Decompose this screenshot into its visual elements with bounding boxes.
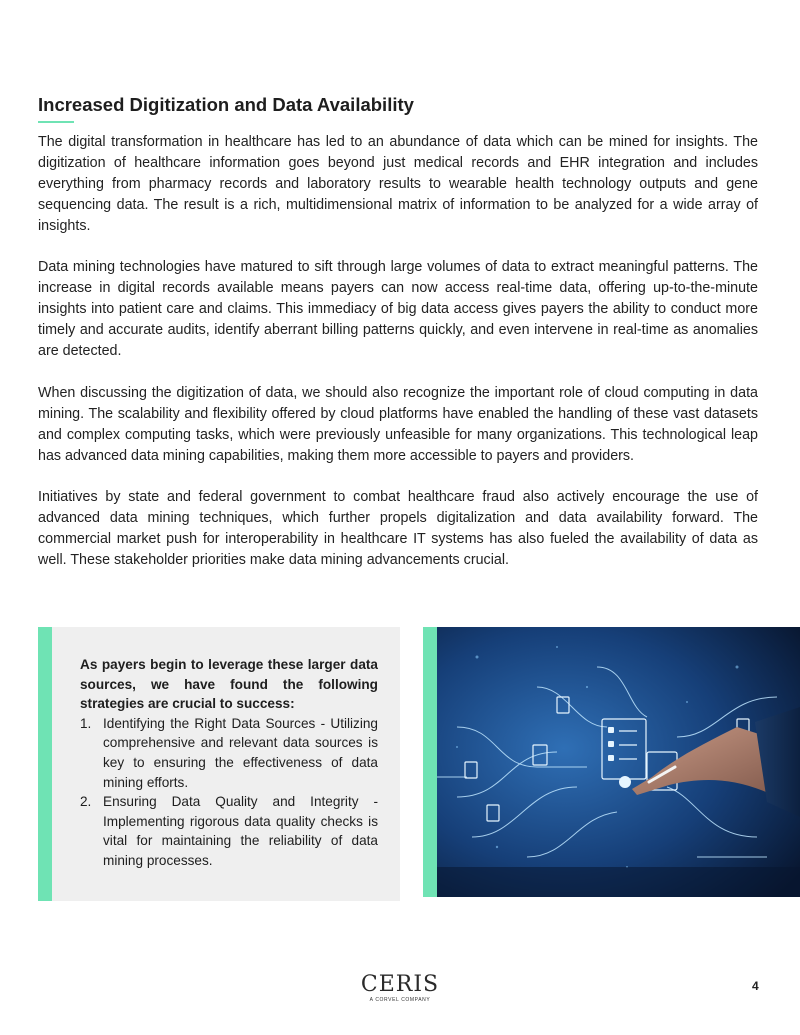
page-number: 4 (752, 979, 759, 993)
company-logo (360, 974, 440, 1003)
callout-accent-bar (38, 627, 52, 901)
logo-tagline: A CORVEL COMPANY (369, 997, 431, 1003)
strategy-number: 1. (80, 715, 92, 731)
callout-content (80, 655, 378, 871)
page-title: Increased Digitization and Data Availability (38, 94, 414, 115)
data-network-photo (437, 627, 800, 897)
paragraph: Data mining technologies have matured to sift through large volumes of data to extract meaningful patterns. The increase in digital records available means payers can now access real-time data, offering up-to-the-minute insights into patient care and claims. This immediacy of big data access gives payers the ability to conduct more timely and accurate audits, identify aberrant billing patterns quickly, and even intervene in real-time as anomalies are detected. (38, 259, 758, 360)
paragraph: When discussing the digitization of data, we should also recognize the important role of cloud computing in data mining. The scalability and flexibility offered by cloud platforms have enabled the handling of these vast datasets and complex computing tasks, which were previously unfeasible for many organizations. This technological leap has advanced data mining capabilities, making them more accessible to payers and providers. (38, 384, 758, 464)
callout-intro: As payers begin to leverage these larger data sources, we have found the following strategies are crucial to success: (80, 657, 378, 712)
paragraph: Initiatives by state and federal government to combat healthcare fraud also actively encourage the use of advanced data mining techniques, which further propels digitalization and data availability forward. The commercial market push for interoperability in healthcare IT systems has also fueled the availability of data as well. These stakeholder priorities make data mining advancements crucial. (38, 489, 758, 569)
paragraph: The digital transformation in healthcare has led to an abundance of data which can be mined for insights. The digitization of healthcare information goes beyond just medical records and EHR integration and includes everything from pharmacy records and laboratory results to wearable health technology outputs and gene sequencing data. The result is a rich, multidimensional matrix of information to be analyzed for a wide array of insights. (38, 134, 758, 234)
strategy-list (80, 714, 378, 871)
logo-wordmark: CERIS (360, 972, 440, 997)
title-underline (38, 121, 74, 123)
strategy-item (80, 792, 378, 870)
strategies-callout (38, 627, 400, 901)
body-text (38, 132, 758, 592)
strategy-text: Identifying the Right Data Sources - Utilizing comprehensive and relevant data sources is key to ensuring the effectiveness of data mining efforts. (103, 715, 378, 790)
strategy-item (80, 714, 378, 792)
image-accent-bar (423, 627, 437, 897)
illustration-frame (423, 627, 800, 897)
strategy-text: Ensuring Data Quality and Integrity - Implementing rigorous data quality checks is vital for maintaining the reliability of data mining processes. (103, 794, 378, 868)
strategy-number: 2. (80, 794, 92, 810)
